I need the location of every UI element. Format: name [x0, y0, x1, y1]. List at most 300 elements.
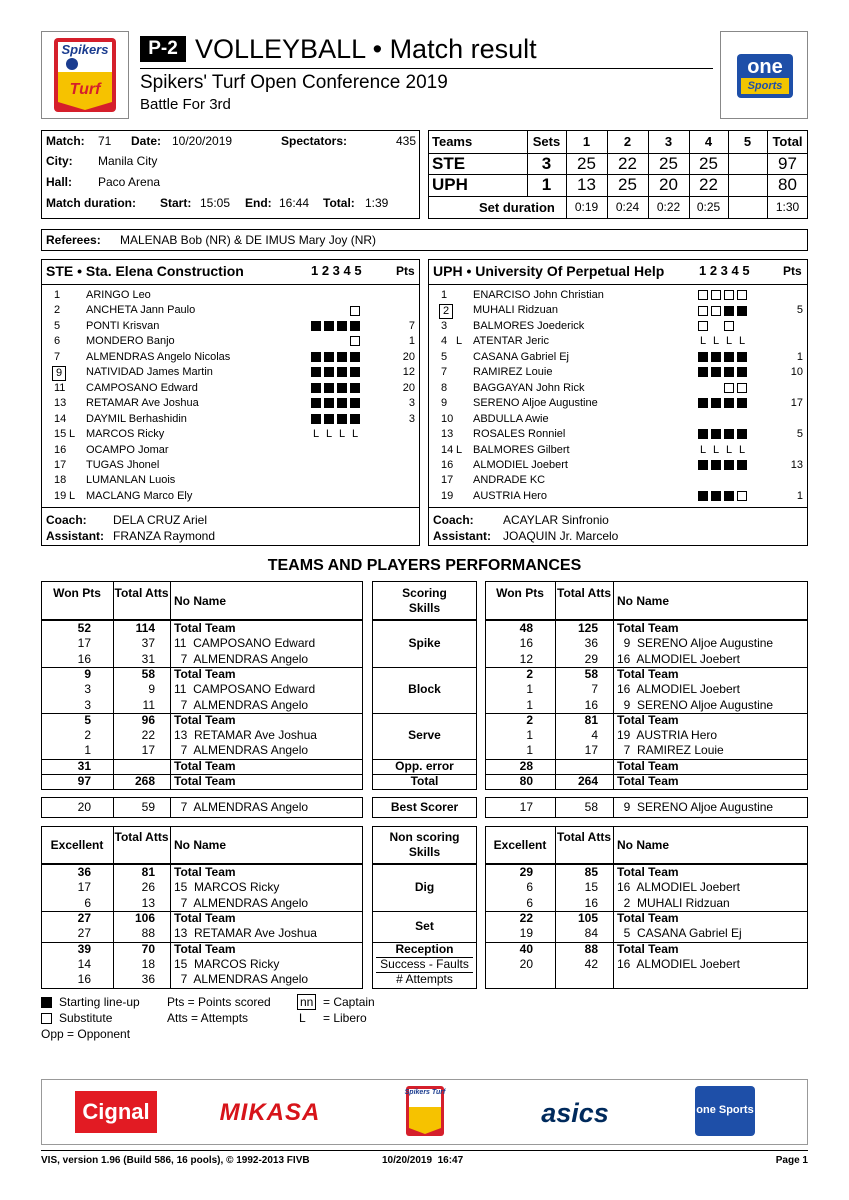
stat-won: 9 [84, 666, 91, 681]
player-points: 20 [402, 381, 415, 394]
stat-name: Total Team [617, 666, 679, 681]
stat-name: 7 ALMENDRAS Angelo [174, 743, 309, 758]
player-points: 1 [796, 350, 803, 363]
player-name: MONDERO Banjo [86, 335, 175, 348]
player-sets [698, 334, 750, 350]
player-number: 4 [441, 335, 448, 348]
stat-won: 1 [526, 728, 533, 743]
player-row [435, 489, 805, 505]
player-number: 6 [54, 335, 61, 348]
stat-atts: 18 [141, 956, 155, 971]
player-points: 1 [408, 335, 415, 348]
stat-excellent: 20 [519, 956, 533, 971]
match-number: 71 [98, 134, 112, 148]
spectators: 435 [395, 134, 416, 148]
substitute-icon [724, 383, 734, 393]
stat-atts: 4 [591, 728, 598, 743]
player-sets [311, 412, 363, 428]
player-row [48, 473, 418, 489]
player-name: DAYMIL Berhashidin [86, 412, 187, 425]
player-sets [311, 396, 363, 412]
score-team-uph: UPH [432, 175, 468, 194]
player-name: ANCHETA Jann Paulo [86, 304, 196, 317]
starting-icon [350, 398, 360, 408]
team-b-coach: ACAYLAR Sinfronio [503, 513, 609, 527]
player-libero-flag: L [456, 443, 463, 456]
starting-icon [724, 491, 734, 501]
performances-title: TEAMS AND PLAYERS PERFORMANCES [267, 557, 582, 574]
stat-name: 16 ALMODIEL Joebert [617, 956, 740, 971]
player-row [435, 365, 805, 381]
stat-atts: 42 [584, 956, 598, 971]
starting-icon [724, 429, 734, 439]
referees-names: MALENAB Bob (NR) & DE IMUS Mary Joy (NR) [120, 233, 377, 247]
empty-set [337, 306, 347, 316]
player-number: 7 [441, 366, 448, 379]
player-number: 3 [441, 319, 448, 332]
skill-label: Opp. error [395, 758, 454, 773]
header-logo-right: one Sports [720, 31, 808, 119]
player-sets [698, 381, 750, 397]
player-name: OCAMPO Jomar [86, 443, 169, 456]
stat-won: 2 [84, 728, 91, 743]
substitute-icon [698, 321, 708, 331]
stat-excellent: 22 [519, 910, 533, 925]
starting-icon [737, 352, 747, 362]
player-points: 13 [790, 458, 803, 471]
skill-label: Total [410, 774, 439, 788]
starting-icon [737, 429, 747, 439]
hall: Paco Arena [98, 175, 161, 189]
player-row [435, 443, 805, 459]
stat-atts: 9 [148, 682, 155, 697]
column-header: Won Pts [496, 586, 544, 600]
substitute-icon [737, 383, 747, 393]
stat-atts: 7 [591, 682, 598, 697]
libero-mark: L [725, 335, 733, 348]
stat-name: 9 SERENO Aljoe Augustine [617, 697, 774, 712]
player-name: ATENTAR Jeric [473, 335, 549, 348]
substitute-icon [698, 290, 708, 300]
player-sets [698, 350, 750, 366]
player-row [48, 365, 418, 381]
player-sets [311, 427, 363, 443]
player-row [48, 381, 418, 397]
stat-atts: 36 [141, 972, 155, 987]
stat-won: 1 [84, 743, 91, 758]
player-row [435, 303, 805, 319]
stat-name: 15 MARCOS Ricky [174, 880, 280, 895]
starting-icon [337, 352, 347, 362]
player-row [48, 288, 418, 304]
player-name: ROSALES Ronniel [473, 428, 566, 441]
skill-label: Spike [408, 636, 441, 651]
player-number: 18 [54, 474, 67, 487]
team-b-assistant: JOAQUIN Jr. Marcelo [503, 529, 619, 543]
player-sets [311, 381, 363, 397]
player-name: CASANA Gabriel Ej [473, 350, 569, 363]
player-number: 13 [54, 397, 67, 410]
skill-label: Set [415, 918, 434, 933]
player-points: 5 [796, 428, 803, 441]
column-header: Non scoring Skills [389, 830, 460, 859]
stat-name: 19 AUSTRIA Hero [617, 728, 718, 743]
player-sets [698, 319, 750, 335]
stat-name: 7 ALMENDRAS Angelo [174, 895, 309, 910]
stat-atts: 16 [584, 697, 598, 712]
player-name: MACLANG Marco Ely [86, 489, 193, 502]
column-header: No Name [174, 838, 227, 852]
libero-mark: L [738, 443, 746, 456]
start-time: 15:05 [200, 196, 231, 210]
stat-excellent: 17 [77, 880, 91, 895]
starting-icon [324, 383, 334, 393]
stat-won: 3 [84, 697, 91, 712]
libero-mark: L [312, 428, 320, 441]
stat-name: 16 ALMODIEL Joebert [617, 651, 740, 666]
skill-sublabel: # Attempts [396, 972, 453, 987]
player-number: 9 [52, 366, 66, 381]
column-header: Total Atts [557, 586, 611, 600]
player-libero-flag: L [456, 335, 463, 348]
empty-set [311, 336, 321, 346]
libero-mark: L [699, 443, 707, 456]
player-name: ALMODIEL Joebert [473, 458, 568, 471]
libero-mark: L [351, 428, 359, 441]
player-name: MARCOS Ricky [86, 428, 165, 441]
player-sets [311, 334, 363, 350]
starting-icon [311, 414, 321, 424]
starting-icon [698, 460, 708, 470]
column-header: Total Atts [557, 830, 611, 844]
column-header: Excellent [50, 838, 104, 852]
starting-icon [698, 429, 708, 439]
skill-sublabel: Success - Faults [380, 956, 469, 971]
stat-atts: 105 [577, 910, 598, 925]
stat-name: Total Team [617, 621, 679, 635]
player-number: 14 [441, 443, 454, 456]
team-a-coach: DELA CRUZ Ariel [113, 513, 208, 527]
player-number: 10 [441, 412, 454, 425]
starting-icon [711, 398, 721, 408]
starting-icon [698, 367, 708, 377]
starting-icon [337, 398, 347, 408]
best-scorer-name: 7 ALMENDRAS Angelo [174, 800, 309, 814]
empty-set [324, 336, 334, 346]
player-row [48, 412, 418, 428]
starting-icon [337, 367, 347, 377]
player-number: 11 [54, 381, 66, 394]
player-sets [311, 365, 363, 381]
legend: Starting line-up Substitute Opp = Opponent Pts = Points scored Atts = Attempts nn = Captain L = Libero [41, 995, 375, 1041]
substitute-icon [698, 306, 708, 316]
starting-icon [724, 398, 734, 408]
empty-set [737, 321, 747, 331]
stat-name: 7 ALMENDRAS Angelo [174, 697, 309, 712]
column-header: Won Pts [53, 586, 101, 600]
stat-won: 52 [77, 621, 91, 635]
player-sets [311, 319, 363, 335]
player-row [435, 350, 805, 366]
stat-won: 5 [84, 712, 91, 727]
stat-atts: 58 [584, 666, 598, 681]
stat-atts: 13 [141, 895, 155, 910]
player-row [48, 303, 418, 319]
player-name: MUHALI Ridzuan [473, 304, 558, 317]
player-name: AUSTRIA Hero [473, 489, 547, 502]
column-header: No Name [174, 594, 227, 608]
player-sets [698, 427, 750, 443]
sponsor-cignal: Cignal [75, 1091, 157, 1133]
skill-label: Dig [414, 880, 435, 895]
stat-atts: 17 [141, 743, 155, 758]
page-code-badge: P-2 [140, 36, 186, 62]
stat-excellent: 14 [77, 956, 91, 971]
page-title: VOLLEYBALL • Match result [195, 34, 537, 64]
starting-icon [311, 321, 321, 331]
stat-name: Total Team [617, 712, 679, 727]
starting-icon [737, 460, 747, 470]
column-header: No Name [617, 838, 670, 852]
stat-name: Total Team [174, 666, 236, 681]
player-number: 1 [54, 289, 61, 301]
player-row [435, 412, 805, 428]
starting-icon [724, 306, 734, 316]
player-sets [698, 443, 750, 459]
stat-excellent: 40 [519, 941, 533, 956]
stat-name: 7 ALMENDRAS Angelo [174, 651, 309, 666]
starting-icon [698, 352, 708, 362]
player-sets [698, 396, 750, 412]
stat-won: 16 [77, 651, 91, 666]
stat-excellent: 27 [77, 926, 91, 941]
player-number: 19 [54, 489, 67, 502]
column-header: Excellent [493, 838, 547, 852]
player-points: 5 [796, 304, 803, 317]
stat-atts: 81 [141, 865, 155, 879]
starting-icon [311, 398, 321, 408]
stat-excellent: 39 [77, 941, 91, 956]
libero-mark: L [725, 443, 733, 456]
starting-icon [311, 383, 321, 393]
player-row [435, 458, 805, 474]
stat-atts: 37 [141, 636, 155, 651]
player-row [48, 443, 418, 459]
libero-mark: L [738, 335, 746, 348]
stat-name: 9 SERENO Aljoe Augustine [617, 636, 774, 651]
skill-label: Reception [395, 941, 454, 956]
stat-name: 16 ALMODIEL Joebert [617, 682, 740, 697]
player-row [48, 489, 418, 505]
player-number: 9 [441, 397, 448, 410]
starting-icon [337, 321, 347, 331]
starting-icon [724, 367, 734, 377]
stat-atts: 88 [141, 926, 155, 941]
player-number: 2 [439, 304, 453, 319]
svg-text:Spikers: Spikers [61, 42, 109, 57]
player-number: 13 [441, 428, 454, 441]
starting-icon [737, 306, 747, 316]
libero-mark: L [712, 443, 720, 456]
player-number: 1 [441, 289, 448, 301]
stat-name: 16 ALMODIEL Joebert [617, 880, 740, 895]
stat-atts: 22 [141, 728, 155, 743]
column-header: Total Atts [114, 830, 169, 844]
stat-atts: 106 [134, 910, 155, 925]
player-number: 16 [441, 458, 454, 471]
empty-set [711, 321, 721, 331]
player-points: 7 [408, 319, 415, 332]
stat-won: 1 [526, 682, 533, 697]
starting-icon [350, 414, 360, 424]
stat-name: 7 RAMIREZ Louie [617, 743, 724, 758]
player-row [435, 381, 805, 397]
header-logo-left [41, 31, 129, 119]
team-b-title: UPH • University Of Perpetual Help [433, 263, 665, 279]
stat-atts: 70 [141, 941, 155, 956]
player-sets [698, 288, 750, 304]
player-name: BALMORES Joederick [473, 319, 585, 332]
starting-icon [698, 398, 708, 408]
team-a-assistant: FRANZA Raymond [113, 529, 216, 543]
libero-mark: L [325, 428, 333, 441]
substitute-icon [350, 306, 360, 316]
player-row [435, 334, 805, 350]
footer-version: VIS, version 1.96 (Build 586, 16 pools), © 1992-2013 FIVB [41, 1155, 310, 1166]
stat-name: 2 MUHALI Ridzuan [617, 895, 730, 910]
empty-set [311, 306, 321, 316]
player-number: 17 [441, 474, 454, 487]
substitute-icon [711, 306, 721, 316]
player-sets [311, 350, 363, 366]
stat-name: 5 CASANA Gabriel Ej [617, 926, 742, 941]
player-name: BALMORES Gilbert [473, 443, 570, 456]
stat-atts: 88 [584, 941, 598, 956]
spikers-turf-logo [42, 32, 128, 118]
stat-atts: 85 [584, 865, 598, 879]
substitute-icon [724, 321, 734, 331]
player-row [48, 334, 418, 350]
player-points: 3 [408, 397, 415, 410]
match-date: 10/20/2019 [172, 134, 233, 148]
libero-mark: L [338, 428, 346, 441]
sponsor-spikers-turf: Spikers Turf [400, 1084, 450, 1140]
substitute-icon [737, 491, 747, 501]
stat-atts: 11 [142, 697, 155, 712]
one-sports-logo-text: one [747, 56, 783, 78]
stat-atts: 31 [141, 651, 155, 666]
stat-excellent: 6 [84, 895, 91, 910]
stat-excellent: 29 [519, 865, 533, 879]
stat-name: 7 ALMENDRAS Angelo [174, 972, 309, 987]
starting-icon [324, 321, 334, 331]
sponsor-mikasa: MIKASA [219, 1099, 321, 1126]
substitute-icon [737, 290, 747, 300]
starting-icon [711, 460, 721, 470]
stat-atts: 16 [584, 895, 598, 910]
starting-icon [324, 398, 334, 408]
player-name: ANDRADE KC [473, 474, 546, 487]
player-name: LUMANLAN Luois [86, 474, 176, 487]
player-row [435, 473, 805, 489]
player-number: 5 [54, 319, 61, 332]
empty-set [711, 383, 721, 393]
best-scorer-pts: 20 [77, 800, 91, 814]
stat-name: 15 MARCOS Ricky [174, 956, 280, 971]
legend-substitute-icon [41, 1013, 52, 1024]
player-name: ABDULLA Awie [473, 412, 549, 425]
player-row [48, 458, 418, 474]
libero-mark: L [712, 335, 720, 348]
stat-atts: 125 [577, 621, 598, 635]
stat-atts: 81 [584, 712, 598, 727]
player-number: 7 [54, 350, 61, 363]
player-points: 12 [402, 366, 415, 379]
city: Manila City [98, 154, 158, 168]
player-name: ARINGO Leo [86, 289, 151, 301]
starting-icon [724, 460, 734, 470]
player-number: 19 [441, 489, 454, 502]
svg-text:Turf: Turf [69, 81, 101, 98]
stat-excellent: 6 [526, 895, 533, 910]
stat-atts: 29 [584, 651, 598, 666]
stat-atts: 26 [141, 880, 155, 895]
starting-icon [311, 367, 321, 377]
sponsor-one-sports: one Sports [695, 1086, 755, 1136]
stat-name: 11 CAMPOSANO Edward [174, 682, 316, 697]
stat-won: 2 [526, 666, 533, 681]
best-scorer-pts: 17 [519, 800, 533, 814]
starting-icon [337, 414, 347, 424]
starting-icon [350, 383, 360, 393]
starting-icon [737, 367, 747, 377]
player-row [435, 319, 805, 335]
player-sets [698, 365, 750, 381]
player-name: RAMIREZ Louie [473, 366, 553, 379]
column-header: Scoring Skills [402, 586, 447, 615]
footer-page: Page 1 [775, 1155, 808, 1166]
starting-icon [711, 367, 721, 377]
stat-name: Total Team [174, 621, 236, 635]
player-name: RETAMAR Ave Joshua [86, 397, 199, 410]
starting-icon [711, 429, 721, 439]
player-name: ENARCISO John Christian [473, 289, 604, 301]
stat-name: Total Team [174, 712, 236, 727]
player-name: TUGAS Jhonel [86, 458, 160, 471]
skill-label: Block [408, 682, 441, 697]
starting-icon [324, 367, 334, 377]
empty-set [698, 383, 708, 393]
stat-atts: 15 [584, 880, 598, 895]
player-number: 16 [54, 443, 67, 456]
player-sets [311, 303, 363, 319]
player-name: CAMPOSANO Edward [86, 381, 198, 394]
starting-icon [311, 352, 321, 362]
stat-won: 2 [526, 712, 533, 727]
player-sets [698, 458, 750, 474]
stat-atts: 58 [141, 666, 155, 681]
player-row [48, 350, 418, 366]
player-row [48, 396, 418, 412]
end-time: 16:44 [279, 196, 310, 210]
player-number: 14 [54, 412, 67, 425]
empty-set [324, 306, 334, 316]
substitute-icon [724, 290, 734, 300]
team-a-title: STE • Sta. Elena Construction [46, 263, 244, 279]
player-number: 17 [54, 458, 67, 471]
empty-set [337, 336, 347, 346]
player-row [48, 319, 418, 335]
